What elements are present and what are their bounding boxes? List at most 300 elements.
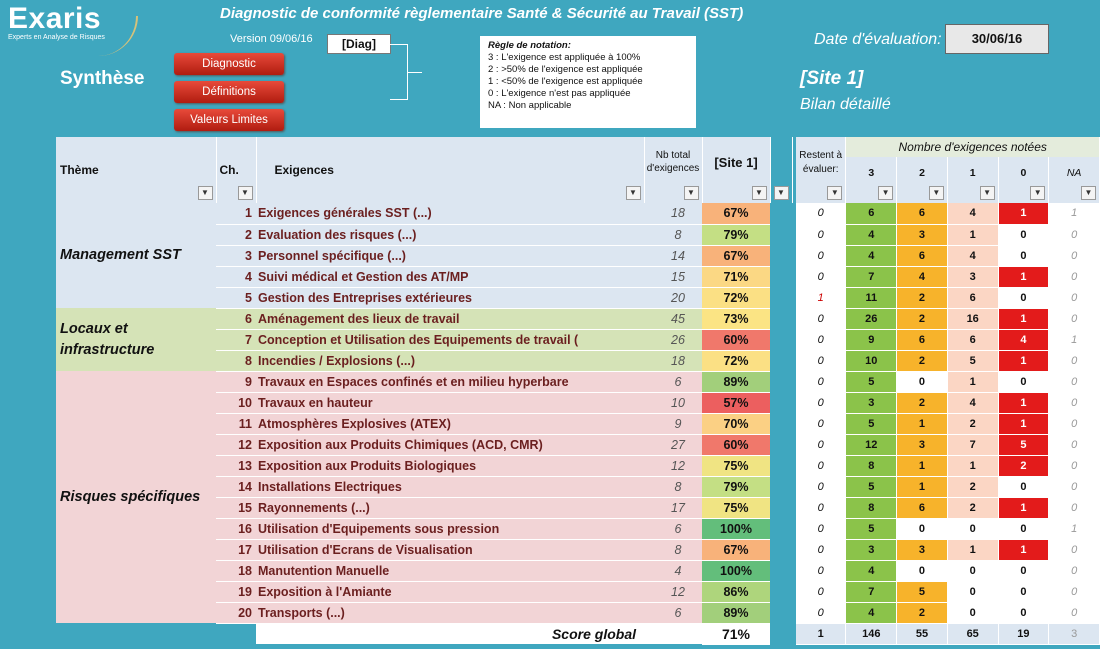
requirement-label[interactable]: Utilisation d'Ecrans de Visualisation	[256, 539, 644, 560]
requirement-count: 18	[644, 350, 702, 371]
ratings-row	[796, 371, 1100, 392]
count-2: 4	[897, 266, 948, 287]
count-0: 1	[998, 392, 1049, 413]
filter-dropdown-icon[interactable]: ▼	[878, 186, 893, 200]
ratings-row	[796, 287, 1100, 308]
score-label: Score global	[256, 623, 644, 644]
count-1: 4	[947, 203, 998, 224]
count-1: 0	[947, 518, 998, 539]
count-na: 0	[1049, 434, 1100, 455]
count-2: 2	[897, 287, 948, 308]
exaris-logo	[8, 2, 138, 54]
ratings-row	[796, 518, 1100, 539]
table-row	[56, 203, 792, 224]
count-na: 0	[1049, 455, 1100, 476]
logo-tagline: Experts en Analyse de Risques	[8, 34, 105, 41]
score-percent: 89%	[702, 602, 770, 623]
requirement-label[interactable]: Exposition à l'Amiante	[256, 581, 644, 602]
count-1: 1	[947, 539, 998, 560]
score-n3: 146	[846, 623, 897, 644]
remaining-count: 0	[796, 266, 846, 287]
chapter-number: 16	[216, 518, 256, 539]
header-na	[1049, 157, 1100, 203]
score-blank	[644, 623, 702, 644]
requirement-label[interactable]: Exposition aux Produits Biologiques	[256, 455, 644, 476]
filter-dropdown-icon[interactable]: ▼	[626, 186, 641, 200]
ratings-row	[796, 245, 1100, 266]
score-na: 3	[1049, 623, 1100, 644]
count-0: 0	[998, 560, 1049, 581]
requirements-table	[56, 137, 793, 645]
date-field[interactable]: 30/06/16	[945, 24, 1049, 54]
count-2: 2	[897, 350, 948, 371]
score-n1: 65	[947, 623, 998, 644]
count-0: 1	[998, 350, 1049, 371]
header-exigences	[256, 137, 644, 203]
spacer-cell	[770, 434, 792, 455]
count-0: 0	[998, 287, 1049, 308]
ratings-row	[796, 392, 1100, 413]
requirement-label[interactable]: Personnel spécifique (...)	[256, 245, 644, 266]
count-1: 2	[947, 413, 998, 434]
spacer-cell	[770, 497, 792, 518]
count-2: 6	[897, 203, 948, 224]
score-percent: 71%	[702, 266, 770, 287]
count-3: 26	[846, 308, 897, 329]
count-na: 0	[1049, 476, 1100, 497]
score-percent: 72%	[702, 287, 770, 308]
theme-cell: Management SST	[56, 203, 216, 308]
ratings-row	[796, 350, 1100, 371]
score-blank	[56, 623, 256, 644]
requirement-label[interactable]: Exposition aux Produits Chimiques (ACD, CMR)	[256, 434, 644, 455]
requirement-count: 8	[644, 539, 702, 560]
score-percent: 67%	[702, 539, 770, 560]
filter-dropdown-icon[interactable]: ▼	[827, 186, 842, 200]
filter-dropdown-icon[interactable]: ▼	[1030, 186, 1045, 200]
spacer-cell	[770, 392, 792, 413]
count-1: 0	[947, 560, 998, 581]
score-ratings-row	[796, 623, 1100, 644]
chapter-number: 9	[216, 371, 256, 392]
count-2: 3	[897, 434, 948, 455]
count-2: 2	[897, 308, 948, 329]
header-ch-label: Ch.	[219, 163, 239, 177]
remaining-count: 0	[796, 413, 846, 434]
count-na: 1	[1049, 329, 1100, 350]
spacer-cell	[770, 308, 792, 329]
ratings-row	[796, 560, 1100, 581]
remaining-count: 0	[796, 308, 846, 329]
table-row	[56, 371, 792, 392]
header-blank	[770, 137, 792, 203]
requirement-count: 18	[644, 203, 702, 224]
valeurs-limites-button[interactable]: Valeurs Limites	[174, 109, 284, 131]
rule-line: NA : Non applicable	[488, 100, 572, 111]
requirement-count: 15	[644, 266, 702, 287]
remaining-count: 0	[796, 581, 846, 602]
ratings-row	[796, 455, 1100, 476]
chapter-number: 13	[216, 455, 256, 476]
site-heading: [Site 1]	[800, 68, 864, 89]
remaining-count: 0	[796, 371, 846, 392]
requirement-count: 4	[644, 560, 702, 581]
spacer-cell	[770, 560, 792, 581]
count-3: 11	[846, 287, 897, 308]
count-1: 0	[947, 602, 998, 623]
ratings-row	[796, 203, 1100, 224]
ratings-row	[796, 581, 1100, 602]
spacer-cell	[770, 266, 792, 287]
count-3: 8	[846, 497, 897, 518]
count-2: 0	[897, 371, 948, 392]
score-percent: 86%	[702, 581, 770, 602]
count-2: 2	[897, 392, 948, 413]
spacer-cell	[770, 350, 792, 371]
count-0: 0	[998, 581, 1049, 602]
chapter-number: 10	[216, 392, 256, 413]
requirement-label[interactable]: Travaux en hauteur	[256, 392, 644, 413]
count-na: 0	[1049, 560, 1100, 581]
count-0: 1	[998, 308, 1049, 329]
remaining-count: 0	[796, 539, 846, 560]
score-percent: 73%	[702, 308, 770, 329]
requirement-count: 10	[644, 392, 702, 413]
count-na: 0	[1049, 581, 1100, 602]
filter-dropdown-icon[interactable]: ▼	[198, 186, 213, 200]
chapter-number: 11	[216, 413, 256, 434]
count-2: 1	[897, 413, 948, 434]
header-n1	[947, 157, 998, 203]
spacer-cell	[770, 539, 792, 560]
requirement-count: 8	[644, 224, 702, 245]
count-1: 1	[947, 224, 998, 245]
count-na: 0	[1049, 350, 1100, 371]
spacer-cell	[770, 371, 792, 392]
count-na: 0	[1049, 245, 1100, 266]
remaining-count: 0	[796, 518, 846, 539]
count-2: 1	[897, 476, 948, 497]
count-3: 5	[846, 371, 897, 392]
count-1: 6	[947, 287, 998, 308]
remaining-count: 0	[796, 476, 846, 497]
count-3: 6	[846, 203, 897, 224]
count-0: 5	[998, 434, 1049, 455]
filter-dropdown-icon[interactable]: ▼	[980, 186, 995, 200]
count-0: 1	[998, 413, 1049, 434]
chapter-number: 20	[216, 602, 256, 623]
requirement-label[interactable]: Evaluation des risques (...)	[256, 224, 644, 245]
spacer-cell	[770, 455, 792, 476]
requirement-label[interactable]: Incendies / Explosions (...)	[256, 350, 644, 371]
requirement-count: 6	[644, 371, 702, 392]
page-title: Diagnostic de conformité règlementaire Santé & Sécurité au Travail (SST)	[220, 5, 744, 22]
ratings-row	[796, 224, 1100, 245]
chapter-number: 8	[216, 350, 256, 371]
ratings-row	[796, 266, 1100, 287]
date-label: Date d'évaluation:	[814, 31, 942, 48]
requirement-count: 14	[644, 245, 702, 266]
score-percent: 79%	[702, 224, 770, 245]
score-percent: 100%	[702, 560, 770, 581]
bilan-subtitle: Bilan détaillé	[800, 96, 891, 113]
count-2: 1	[897, 455, 948, 476]
count-3: 4	[846, 224, 897, 245]
count-3: 10	[846, 350, 897, 371]
header-theme	[56, 137, 216, 203]
count-1: 4	[947, 392, 998, 413]
header-n3	[846, 157, 897, 203]
count-na: 0	[1049, 371, 1100, 392]
count-na: 1	[1049, 203, 1100, 224]
remaining-count: 0	[796, 350, 846, 371]
chapter-number: 3	[216, 245, 256, 266]
score-percent: 60%	[702, 329, 770, 350]
count-3: 4	[846, 560, 897, 581]
ratings-row	[796, 413, 1100, 434]
requirement-label[interactable]: Installations Electriques	[256, 476, 644, 497]
filter-dropdown-icon[interactable]: ▼	[684, 186, 699, 200]
synthese-heading: Synthèse	[60, 68, 145, 89]
header-n0	[998, 157, 1049, 203]
spacer-cell	[770, 623, 792, 644]
count-3: 12	[846, 434, 897, 455]
count-0: 1	[998, 203, 1049, 224]
count-0: 0	[998, 371, 1049, 392]
score-n2: 55	[897, 623, 948, 644]
score-percent: 70%	[702, 413, 770, 434]
count-na: 0	[1049, 266, 1100, 287]
count-3: 5	[846, 476, 897, 497]
spacer-cell	[770, 287, 792, 308]
count-3: 3	[846, 539, 897, 560]
chapter-number: 17	[216, 539, 256, 560]
requirement-count: 6	[644, 518, 702, 539]
score-percent: 100%	[702, 518, 770, 539]
requirement-count: 8	[644, 476, 702, 497]
requirement-label[interactable]: Travaux en Espaces confinés et en milieu hyperbare	[256, 371, 644, 392]
count-2: 0	[897, 560, 948, 581]
count-na: 0	[1049, 602, 1100, 623]
filter-dropdown-icon[interactable]: ▼	[1081, 186, 1096, 200]
count-0: 1	[998, 539, 1049, 560]
chapter-number: 6	[216, 308, 256, 329]
count-3: 8	[846, 455, 897, 476]
requirement-label[interactable]: Rayonnements (...)	[256, 497, 644, 518]
header-nb-total	[644, 137, 702, 203]
requirement-label[interactable]: Transports (...)	[256, 602, 644, 623]
count-1: 5	[947, 350, 998, 371]
spacer-cell	[770, 476, 792, 497]
remaining-count: 0	[796, 245, 846, 266]
requirement-count: 6	[644, 602, 702, 623]
requirement-label[interactable]: Conception et Utilisation des Equipements de travail (	[256, 329, 644, 350]
count-0: 0	[998, 245, 1049, 266]
theme-cell: Locaux et infrastructure	[56, 308, 216, 371]
remaining-count: 0	[796, 602, 846, 623]
count-na: 0	[1049, 497, 1100, 518]
count-na: 0	[1049, 539, 1100, 560]
requirement-label[interactable]: Manutention Manuelle	[256, 560, 644, 581]
count-1: 2	[947, 476, 998, 497]
ratings-row	[796, 497, 1100, 518]
chapter-number: 14	[216, 476, 256, 497]
requirement-label[interactable]: Exigences générales SST (...)	[256, 203, 644, 224]
logo-brand: Exaris	[8, 2, 102, 35]
ratings-row	[796, 308, 1100, 329]
requirement-label[interactable]: Suivi médical et Gestion des AT/MP	[256, 266, 644, 287]
count-0: 0	[998, 224, 1049, 245]
count-1: 6	[947, 329, 998, 350]
count-1: 1	[947, 371, 998, 392]
chapter-number: 4	[216, 266, 256, 287]
ratings-row	[796, 329, 1100, 350]
score-percent: 89%	[702, 371, 770, 392]
score-percent: 75%	[702, 455, 770, 476]
spacer-cell	[770, 224, 792, 245]
requirement-count: 12	[644, 455, 702, 476]
count-na: 0	[1049, 287, 1100, 308]
rating-rule-box	[480, 36, 696, 128]
count-0: 0	[998, 518, 1049, 539]
diag-tag[interactable]: [Diag]	[327, 34, 391, 54]
score-percent: 67%	[702, 245, 770, 266]
score-percent: 60%	[702, 434, 770, 455]
header-n0-label: 0	[1020, 167, 1027, 179]
count-0: 4	[998, 329, 1049, 350]
header-n2-label: 2	[919, 167, 925, 179]
spacer-cell	[770, 329, 792, 350]
count-3: 4	[846, 245, 897, 266]
header-restent	[796, 137, 846, 203]
chapter-number: 18	[216, 560, 256, 581]
count-2: 2	[897, 602, 948, 623]
spacer-cell	[770, 245, 792, 266]
count-1: 1	[947, 455, 998, 476]
header-n3-label: 3	[868, 167, 875, 179]
requirement-label[interactable]: Aménagement des lieux de travail	[256, 308, 644, 329]
requirement-count: 26	[644, 329, 702, 350]
requirement-label[interactable]: Utilisation d'Equipements sous pression	[256, 518, 644, 539]
count-na: 1	[1049, 518, 1100, 539]
count-1: 16	[947, 308, 998, 329]
remaining-count: 0	[796, 497, 846, 518]
requirement-count: 9	[644, 413, 702, 434]
remaining-count: 0	[796, 224, 846, 245]
bracket-tick	[408, 72, 422, 73]
header-site	[702, 137, 770, 203]
count-3: 5	[846, 413, 897, 434]
count-1: 3	[947, 266, 998, 287]
score-percent: 57%	[702, 392, 770, 413]
remaining-count: 0	[796, 434, 846, 455]
chapter-number: 5	[216, 287, 256, 308]
score-n0: 19	[998, 623, 1049, 644]
spacer-cell	[770, 602, 792, 623]
header-nb-total-label: Nb total d'exigences	[646, 150, 700, 174]
count-2: 0	[897, 518, 948, 539]
count-3: 7	[846, 581, 897, 602]
chapter-number: 7	[216, 329, 256, 350]
score-row	[56, 623, 792, 644]
header-theme-label: Thème	[60, 163, 99, 177]
count-2: 3	[897, 224, 948, 245]
chapter-number: 15	[216, 497, 256, 518]
ratings-table	[796, 137, 1100, 645]
remaining-count: 0	[796, 329, 846, 350]
count-3: 3	[846, 392, 897, 413]
count-na: 0	[1049, 413, 1100, 434]
chapter-number: 12	[216, 434, 256, 455]
table-row	[56, 308, 792, 329]
remaining-count: 0	[796, 203, 846, 224]
count-na: 0	[1049, 392, 1100, 413]
chapter-number: 19	[216, 581, 256, 602]
filter-dropdown-icon[interactable]: ▼	[774, 186, 789, 200]
header-nombre-label: Nombre d'exigences notées	[898, 140, 1047, 154]
chapter-number: 2	[216, 224, 256, 245]
remaining-count: 1	[796, 287, 846, 308]
rule-line: 1 : <50% de l'exigence est appliquée	[488, 76, 643, 87]
ratings-row	[796, 434, 1100, 455]
logo-swoosh	[68, 16, 138, 56]
count-3: 7	[846, 266, 897, 287]
filter-dropdown-icon[interactable]: ▼	[752, 186, 767, 200]
spacer-cell	[770, 413, 792, 434]
diagnostic-button[interactable]: Diagnostic	[174, 53, 284, 75]
rule-line: 2 : >50% de l'exigence est appliquée	[488, 64, 643, 75]
spacer-cell	[770, 518, 792, 539]
count-3: 5	[846, 518, 897, 539]
header-exigences-label: Exigences	[274, 163, 334, 177]
count-na: 0	[1049, 224, 1100, 245]
filter-dropdown-icon[interactable]: ▼	[929, 186, 944, 200]
theme-cell: Risques spécifiques	[56, 371, 216, 623]
score-percent: 75%	[702, 497, 770, 518]
definitions-button[interactable]: Définitions	[174, 81, 284, 103]
chapter-number: 1	[216, 203, 256, 224]
count-1: 7	[947, 434, 998, 455]
requirement-label[interactable]: Gestion des Entreprises extérieures	[256, 287, 644, 308]
count-3: 9	[846, 329, 897, 350]
requirement-count: 45	[644, 308, 702, 329]
count-0: 1	[998, 497, 1049, 518]
header-n2	[897, 157, 948, 203]
requirement-count: 12	[644, 581, 702, 602]
spacer-cell	[770, 203, 792, 224]
requirement-count: 17	[644, 497, 702, 518]
version-label: Version 09/06/16	[230, 33, 313, 45]
filter-dropdown-icon[interactable]: ▼	[238, 186, 253, 200]
remaining-count: 0	[796, 560, 846, 581]
count-1: 2	[947, 497, 998, 518]
count-na: 0	[1049, 308, 1100, 329]
header-restent-label: Restent à évaluer:	[799, 150, 843, 175]
ratings-row	[796, 602, 1100, 623]
header-ch	[216, 137, 256, 203]
score-percent: 79%	[702, 476, 770, 497]
count-2: 6	[897, 329, 948, 350]
remaining-count: 0	[796, 455, 846, 476]
count-2: 6	[897, 497, 948, 518]
score-percent: 67%	[702, 203, 770, 224]
header-n1-label: 1	[969, 167, 976, 179]
count-2: 5	[897, 581, 948, 602]
requirement-count: 20	[644, 287, 702, 308]
header-na-label: NA	[1066, 167, 1082, 179]
requirement-label[interactable]: Atmosphères Explosives (ATEX)	[256, 413, 644, 434]
rule-title: Règle de notation:	[488, 40, 571, 51]
